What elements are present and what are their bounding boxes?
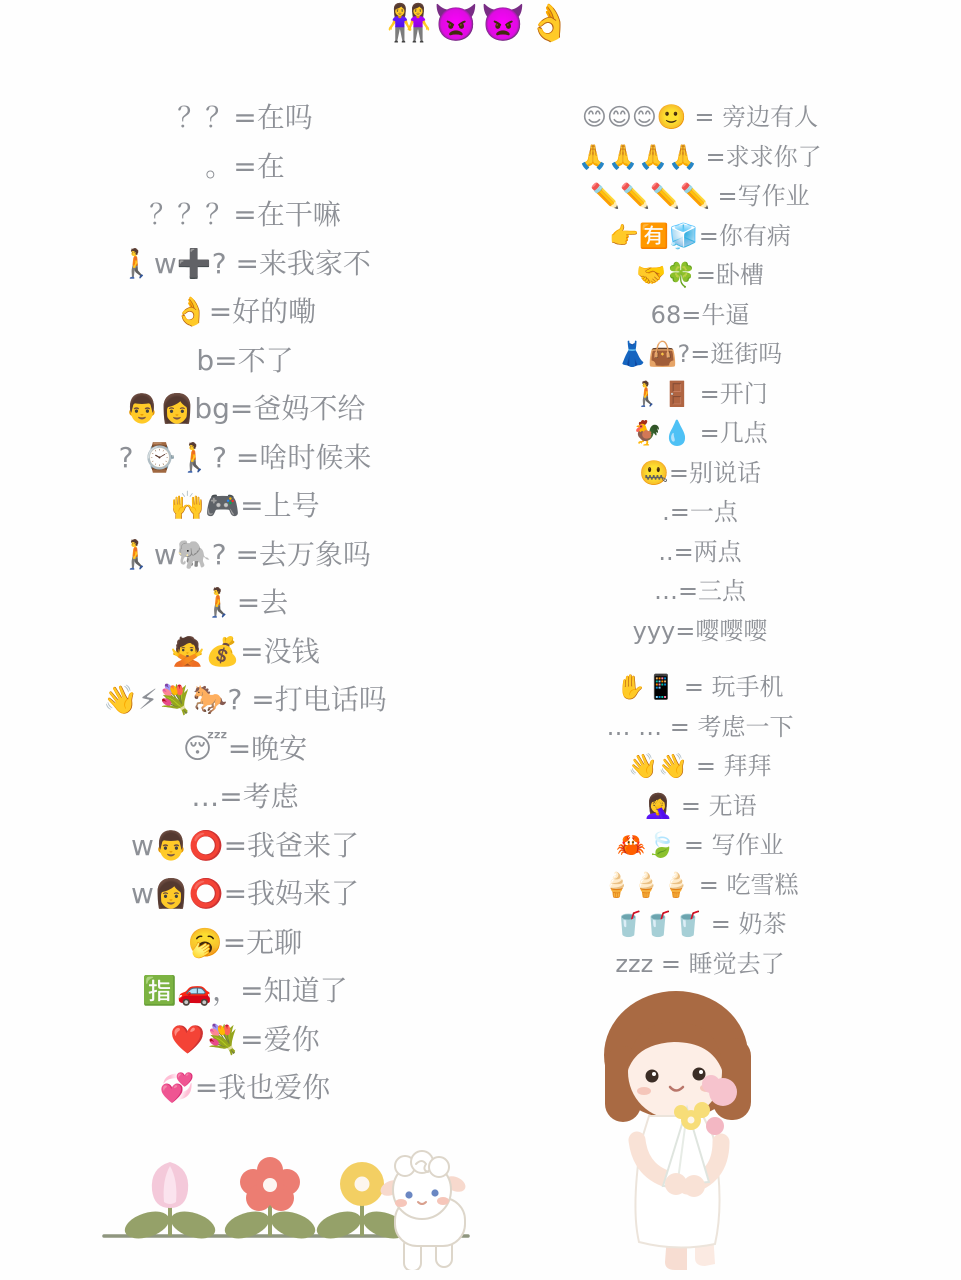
- emoji-translation-line: 🚶w➕? =来我家不: [119, 246, 371, 280]
- emoji-translation-line: ❤️💐=爱你: [170, 1022, 320, 1056]
- emoji-translation-line: 🥱=无聊: [187, 925, 303, 959]
- emoji-translation-line: 👋⚡💐🐎? =打电话吗: [103, 683, 387, 716]
- emoji-translation-line: 👉🈶🧊=你有病: [609, 221, 791, 250]
- emoji-translation-line: 🙏🙏🙏🙏 =求求你了: [578, 142, 822, 171]
- emoji-translation-line: … … = 考虑一下: [606, 712, 794, 741]
- emoji-translation-line: ? ⌚🚶? =啥时候来: [118, 440, 372, 474]
- emoji-translation-line: 👨👩bg=爸妈不给: [124, 392, 366, 425]
- emoji-translation-line: w👩⭕=我妈来了: [130, 877, 360, 910]
- emoji-translation-line: yyy=嘤嘤嘤: [632, 616, 768, 645]
- emoji-translation-line: 🚶=去: [201, 586, 289, 619]
- emoji-translation-line: ？？=在吗: [177, 101, 313, 134]
- emoji-translation-line: 🦀🍃 = 写作业: [616, 831, 784, 859]
- emoji-translation-line: 🈯🚗，=知道了: [142, 974, 348, 1007]
- girl-illustration: [575, 980, 810, 1280]
- pink-tulip-icon: [121, 1162, 218, 1244]
- emoji-translation-line: 👌=好的嘞: [173, 295, 317, 328]
- emoji-translation-line: 🤝🍀=卧槽: [636, 261, 764, 289]
- emoji-translation-line: 🚶w🐘? =去万象吗: [119, 537, 371, 571]
- emoji-translation-line: zzz = 睡觉去了: [615, 949, 785, 978]
- emoji-translation-line: 💞=我也爱你: [159, 1071, 331, 1104]
- emoji-translation-line: ？？？=在干嘛: [149, 198, 341, 231]
- girl-holding-bouquet-icon: [604, 991, 751, 1270]
- coral-flower-icon: [221, 1157, 318, 1244]
- emoji-translation-line: 😴=晚安: [182, 731, 308, 765]
- emoji-translation-line: 🍦🍦🍦 = 吃雪糕: [601, 870, 799, 899]
- emoji-translation-line: 🚶🚪 =开门: [632, 379, 768, 408]
- emoji-translation-line: 👗👜?=逛街吗: [617, 340, 783, 368]
- right-column: [480, 98, 920, 984]
- left-column: [20, 94, 470, 1113]
- emoji-translation-line: b=不了: [196, 343, 294, 377]
- emoji-translation-line: 。=在: [205, 149, 285, 183]
- lamb-icon: [378, 1151, 468, 1270]
- emoji-translation-line: ..=两点: [658, 537, 742, 566]
- emoji-translation-line: w👨⭕=我爸来了: [130, 828, 360, 862]
- emoji-translation-line: ✋📱 = 玩手机: [616, 673, 784, 701]
- emoji-translation-line: 🙅💰=没钱: [170, 634, 320, 668]
- emoji-translation-line: 🙌🎮=上号: [170, 489, 320, 522]
- emoji-translation-line: …=考虑: [191, 780, 299, 813]
- title-emojis: 👭👿👿👌: [386, 3, 575, 44]
- emoji-translation-line: .=一点: [662, 498, 738, 526]
- emoji-translation-line: 🤐=别说话: [639, 458, 761, 487]
- emoji-translation-line: …=三点: [653, 577, 747, 605]
- flower-garden-illustration: [90, 1140, 480, 1274]
- emoji-translation-line: ✏️✏️✏️✏️ =写作业: [590, 182, 810, 210]
- emoji-translation-line: 🥤🥤🥤 = 奶茶: [613, 910, 787, 938]
- emoji-translation-line: 68=牛逼: [650, 300, 750, 329]
- emoji-translation-line: 😊😊😊🙂 = 旁边有人: [581, 103, 819, 131]
- emoji-translation-line: 🐓💧 =几点: [632, 419, 768, 447]
- emoji-translation-line: 🤦‍♀️ = 无语: [643, 791, 757, 820]
- emoji-translation-line: 👋👋 = 拜拜: [628, 752, 772, 780]
